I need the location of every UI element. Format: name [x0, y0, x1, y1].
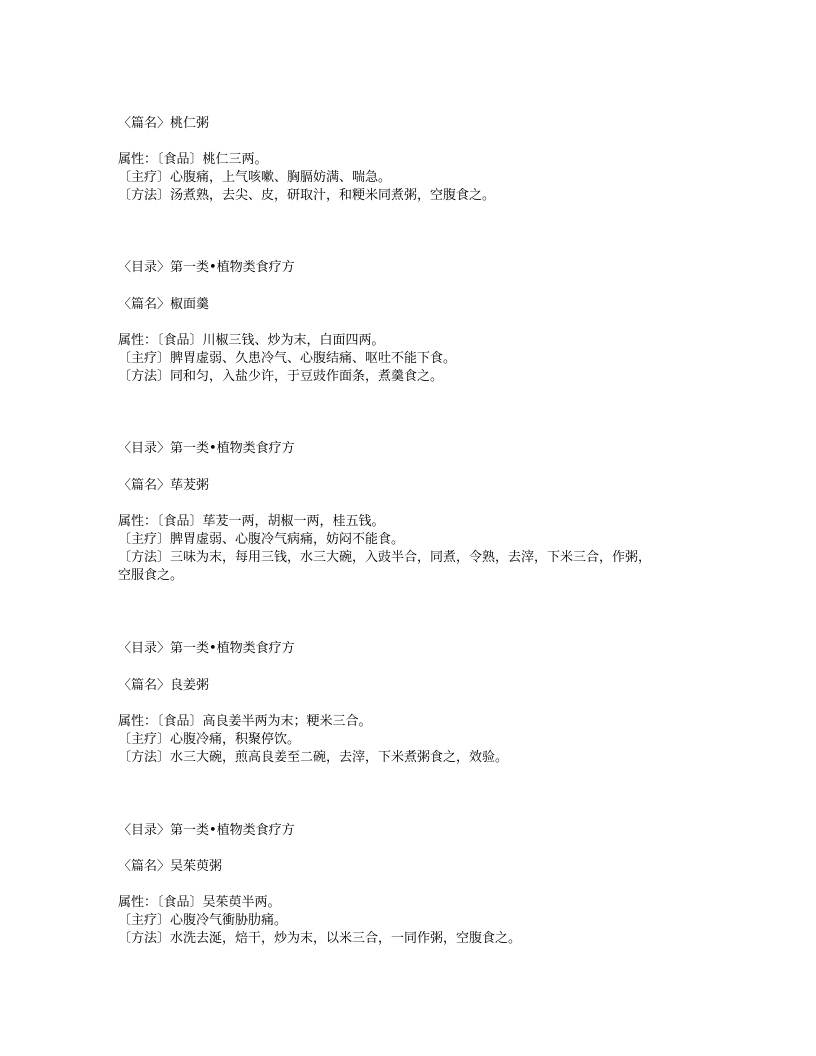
entry-catalog-liangjiang: 〈目录〉第一类•植物类食疗方 — [118, 641, 295, 656]
entry-title-liangjiang: 〈篇名〉良姜粥 — [118, 678, 210, 693]
entry-title-bibo: 〈篇名〉荜茇粥 — [118, 478, 210, 493]
entry-title-jiaomian: 〈篇名〉椒面羹 — [118, 297, 210, 312]
entry-method-bibo-line1: 〔方法〕三味为末，每用三钱，水三大碗，入豉半合，同煮，令熟，去滓，下米三合，作粥， — [118, 550, 652, 565]
entry-catalog-wuzhuyu: 〈目录〉第一类•植物类食疗方 — [118, 823, 295, 838]
entry-method-bibo-line2: 空服食之。 — [118, 568, 184, 583]
entry-attr-jiaomian: 属性：〔食品〕川椒三钱、炒为末，白面四两。 — [118, 333, 385, 348]
entry-title-wuzhuyu: 〈篇名〉吴茱萸粥 — [118, 859, 223, 874]
entry-indication-wuzhuyu: 〔主疗〕心腹冷气衝胁肋痛。 — [118, 913, 288, 928]
entry-catalog-jiaomian: 〈目录〉第一类•植物类食疗方 — [118, 260, 295, 275]
entry-attr-taoren: 属性：〔食品〕桃仁三两。 — [118, 152, 268, 167]
entry-method-jiaomian: 〔方法〕同和匀，入盐少许，于豆豉作面条，煮羹食之。 — [118, 369, 444, 384]
entry-title-taoren: 〈篇名〉桃仁粥 — [118, 116, 210, 131]
entry-method-liangjiang: 〔方法〕水三大碗，煎高良姜至二碗，去滓，下米煮粥食之，效验。 — [118, 750, 509, 765]
entry-indication-taoren: 〔主疗〕心腹痛，上气咳嗽、胸膈妨满、喘急。 — [118, 170, 392, 185]
entry-attr-wuzhuyu: 属性：〔食品〕吴茱萸半两。 — [118, 895, 281, 910]
entry-attr-bibo: 属性：〔食品〕荜茇一两，胡椒一两，桂五钱。 — [118, 514, 385, 529]
entry-catalog-bibo: 〈目录〉第一类•植物类食疗方 — [118, 441, 295, 456]
entry-method-taoren: 〔方法〕汤煮熟，去尖、皮，研取汁，和粳米同煮粥，空腹食之。 — [118, 188, 496, 203]
entry-indication-liangjiang: 〔主疗〕心腹冷痛，积聚停饮。 — [118, 732, 301, 747]
entry-attr-liangjiang: 属性：〔食品〕高良姜半两为末；粳米三合。 — [118, 714, 372, 729]
entry-indication-bibo: 〔主疗〕脾胃虚弱、心腹冷气病痛，妨闷不能食。 — [118, 532, 405, 547]
entry-method-wuzhuyu: 〔方法〕水洗去涎，焙干，炒为末，以米三合，一同作粥，空腹食之。 — [118, 931, 522, 946]
entry-indication-jiaomian: 〔主疗〕脾胃虚弱、久患冷气、心腹结痛、呕吐不能下食。 — [118, 351, 457, 366]
